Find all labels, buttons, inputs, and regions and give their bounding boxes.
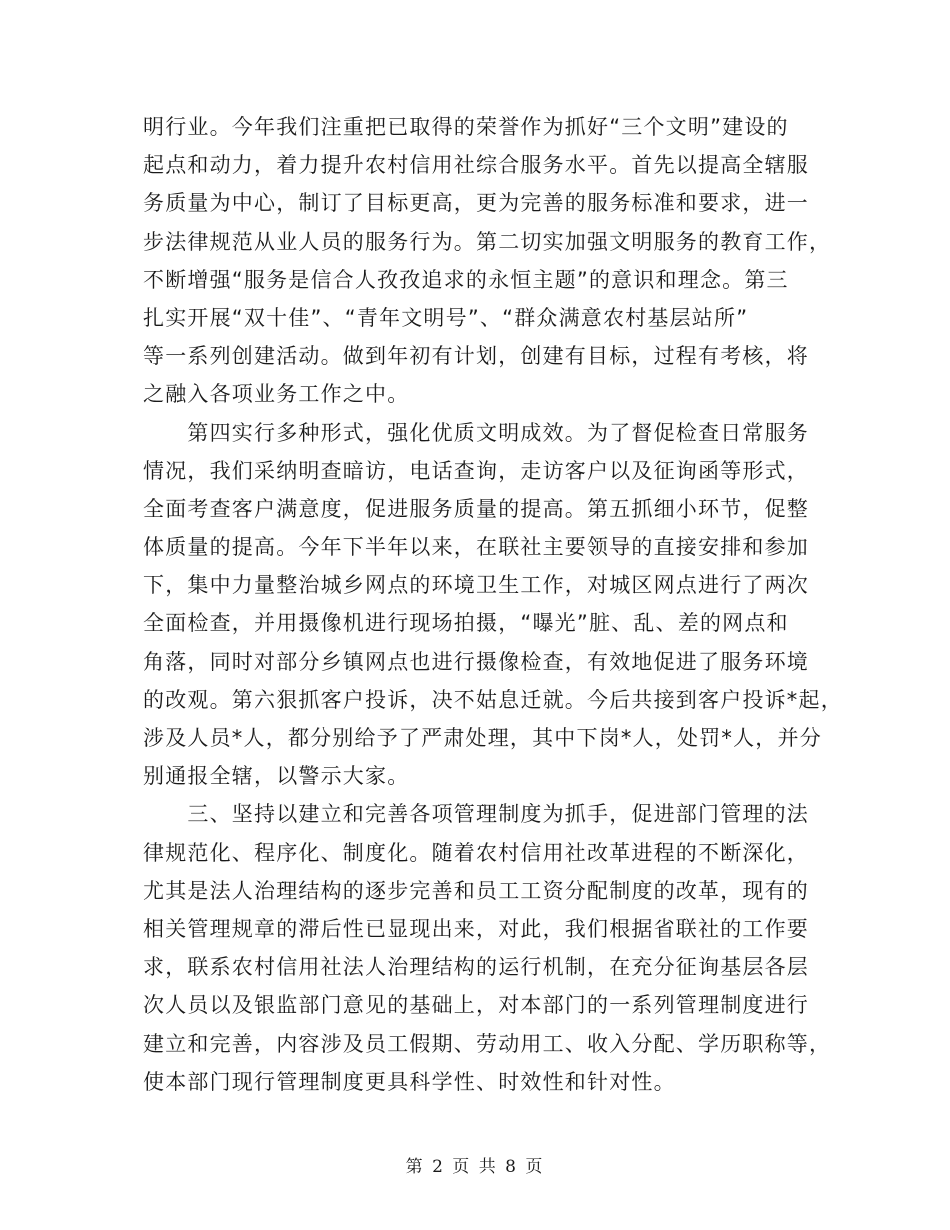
text-line: 角落，同时对部分乡镇网点也进行摄像检查，有效地促进了服务环境	[143, 649, 809, 674]
text-line: 三、坚持以建立和完善各项管理制度为抓手，促进部门管理的法	[143, 802, 809, 827]
body-text	[143, 108, 843, 1101]
text-line: 起点和动力，着力提升农村信用社综合服务水平。首先以提高全辖服	[143, 153, 809, 178]
text-line: 相关管理规章的滞后性已显现出来，对此，我们根据省联社的工作要	[143, 916, 809, 941]
text-line: 全面考查客户满意度，促进服务质量的提高。第五抓细小环节，促整	[143, 496, 809, 521]
text-line: 明行业。今年我们注重把已取得的荣誉作为抓好“三个文明”建设的	[143, 115, 789, 139]
text-line: 第四实行多种形式，强化优质文明成效。为了督促检查日常服务	[143, 420, 809, 445]
text-line: 下，集中力量整治城乡网点的环境卫生工作，对城区网点进行了两次	[143, 573, 809, 598]
page-number-footer: 第 2 页 共 8 页	[405, 1157, 545, 1177]
text-line: 律规范化、程序化、制度化。随着农村信用社改革进程的不断深化，	[143, 840, 809, 865]
text-line: 尤其是法人治理结构的逐步完善和员工工资分配制度的改革，现有的	[143, 878, 809, 903]
text-line: 体质量的提高。今年下半年以来，在联社主要领导的直接安排和参加	[143, 535, 809, 560]
text-line: 全面检查，并用摄像机进行现场拍摄，“曝光”脏、乱、差的网点和	[143, 611, 789, 636]
text-line: 别通报全辖，以警示大家。	[143, 764, 410, 789]
text-line: 步法律规范从业人员的服务行为。第二切实加强文明服务的教育工作，	[143, 229, 832, 254]
text-line: 使本部门现行管理制度更具科学性、时效性和针对性。	[143, 1069, 676, 1094]
text-line: 之融入各项业务工作之中。	[143, 382, 410, 407]
text-line: 情况，我们采纳明查暗访，电话查询，走访客户以及征询函等形式，	[143, 458, 809, 483]
text-line: 求，联系农村信用社法人治理结构的运行机制，在充分征询基层各层	[143, 955, 809, 980]
text-line: 涉及人员*人，都分别给予了严肃处理，其中下岗*人，处罚*人，并分	[143, 726, 822, 750]
text-line: 建立和完善，内容涉及员工假期、劳动用工、收入分配、学历职称等，	[143, 1031, 832, 1056]
text-line: 等一系列创建活动。做到年初有计划，创建有目标，过程有考核，将	[143, 344, 809, 369]
text-line: 不断增强“服务是信合人孜孜追求的永恒主题”的意识和理念。第三	[143, 267, 789, 292]
text-line: 扎实开展“双十佳”、“青年文明号”、“群众满意农村基层站所”	[143, 305, 749, 330]
text-line: 的改观。第六狠抓客户投诉，决不姑息迁就。今后共接到客户投诉*起，	[143, 687, 843, 712]
text-line: 务质量为中心，制订了目标更高，更为完善的服务标准和要求，进一	[143, 191, 809, 216]
text-line: 次人员以及银监部门意见的基础上，对本部门的一系列管理制度进行	[143, 993, 809, 1018]
